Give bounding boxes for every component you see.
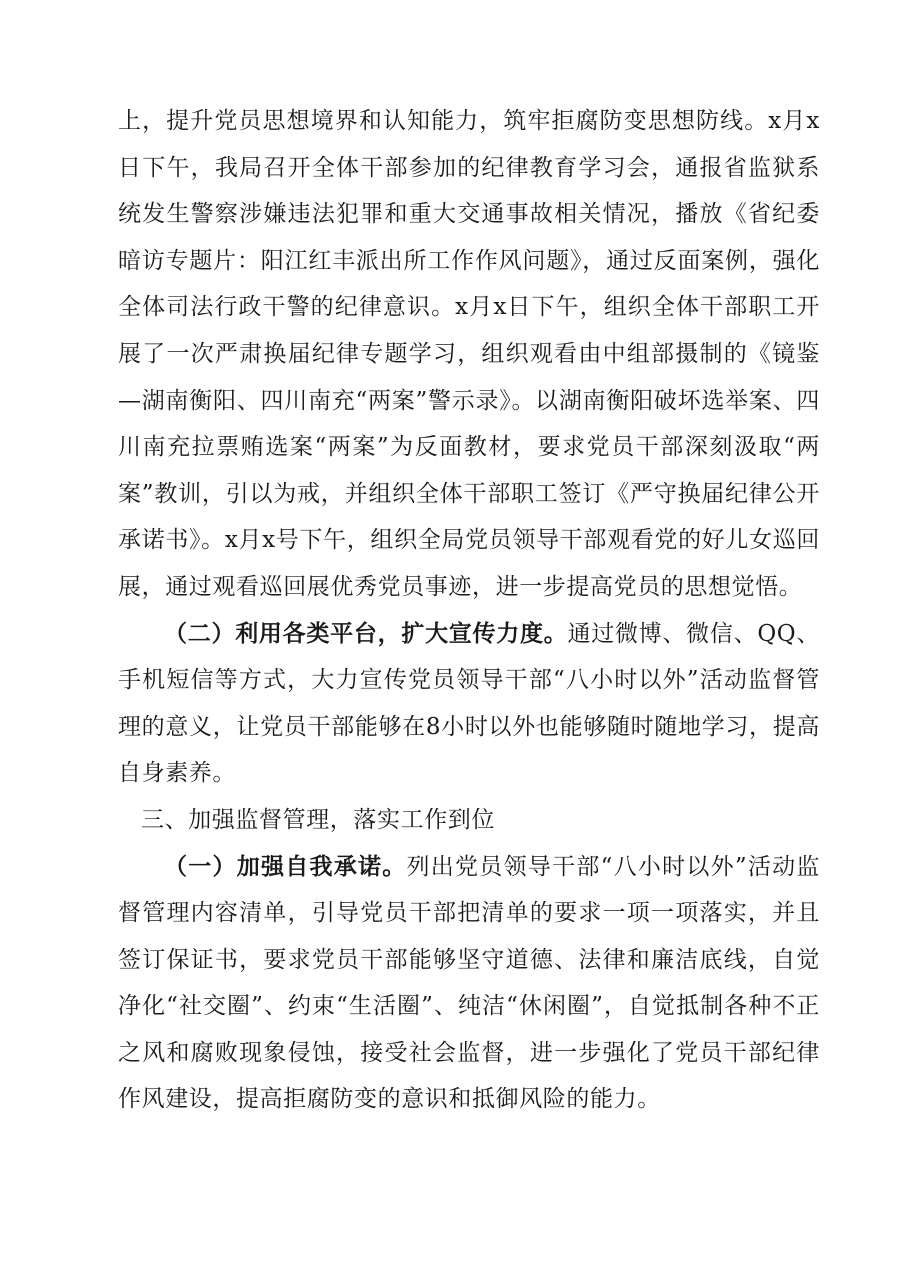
- paragraph-lead-heading: （一）加强自我承诺。: [164, 853, 407, 880]
- paragraph-text: 通过微博、微信、QQ、手机短信等方式，大力宣传党员领导干部“八小时以外”活动监督管理的意义，让党员干部能够在8小时以外也能够随时随地学习，提高自身素养。: [118, 620, 821, 787]
- document-body: [118, 98, 820, 1123]
- paragraph-publicity: [118, 611, 820, 797]
- section-heading: 三、加强监督管理，落实工作到位: [141, 806, 495, 833]
- paragraph-text: 列出党员领导干部“八小时以外”活动监督管理内容清单，引导党员干部把清单的要求一项一项落实，并且签订保证书，要求党员干部能够坚守道德、法律和廉洁底线，自觉净化“社交圈”、约束“生活圈”、纯洁“休闲圈”，自觉抵制各种不正之风和腐败现象侵蚀，接受社会监督，进一步强化了党员干部纪律作风建设，提高拒腐防变的意识和抵御风险的能力。: [118, 853, 820, 1113]
- paragraph-continuation: [118, 98, 820, 611]
- paragraph-text: 上，提升党员思想境界和认知能力，筑牢拒腐防变思想防线。x月x日下午，我局召开全体干部参加的纪律教育学习会，通报省监狱系统发生警察涉嫌违法犯罪和重大交通事故相关情况，播放《省纪委暗访专题片：阳江红丰派出所工作作风问题》，通过反面案例，强化全体司法行政干警的纪律意识。x月x日下午，组织全体干部职工开展了一次严肃换届纪律专题学习，组织观看由中组部摄制的《镜鉴—湖南衡阳、四川南充“两案”警示录》。以湖南衡阳破坏选举案、四川南充拉票贿选案“两案”为反面教材，要求党员干部深刻汲取“两案”教训，引以为戒，并组织全体干部职工签订《严守换届纪律公开承诺书》。x月x号下午，组织全局党员领导干部观看党的好儿女巡回展，通过观看巡回展优秀党员事迹，进一步提高党员的思想觉悟。: [118, 108, 820, 600]
- paragraph-commitment: [118, 844, 820, 1124]
- paragraph-lead-heading: （二）利用各类平台，扩大宣传力度。: [164, 620, 568, 647]
